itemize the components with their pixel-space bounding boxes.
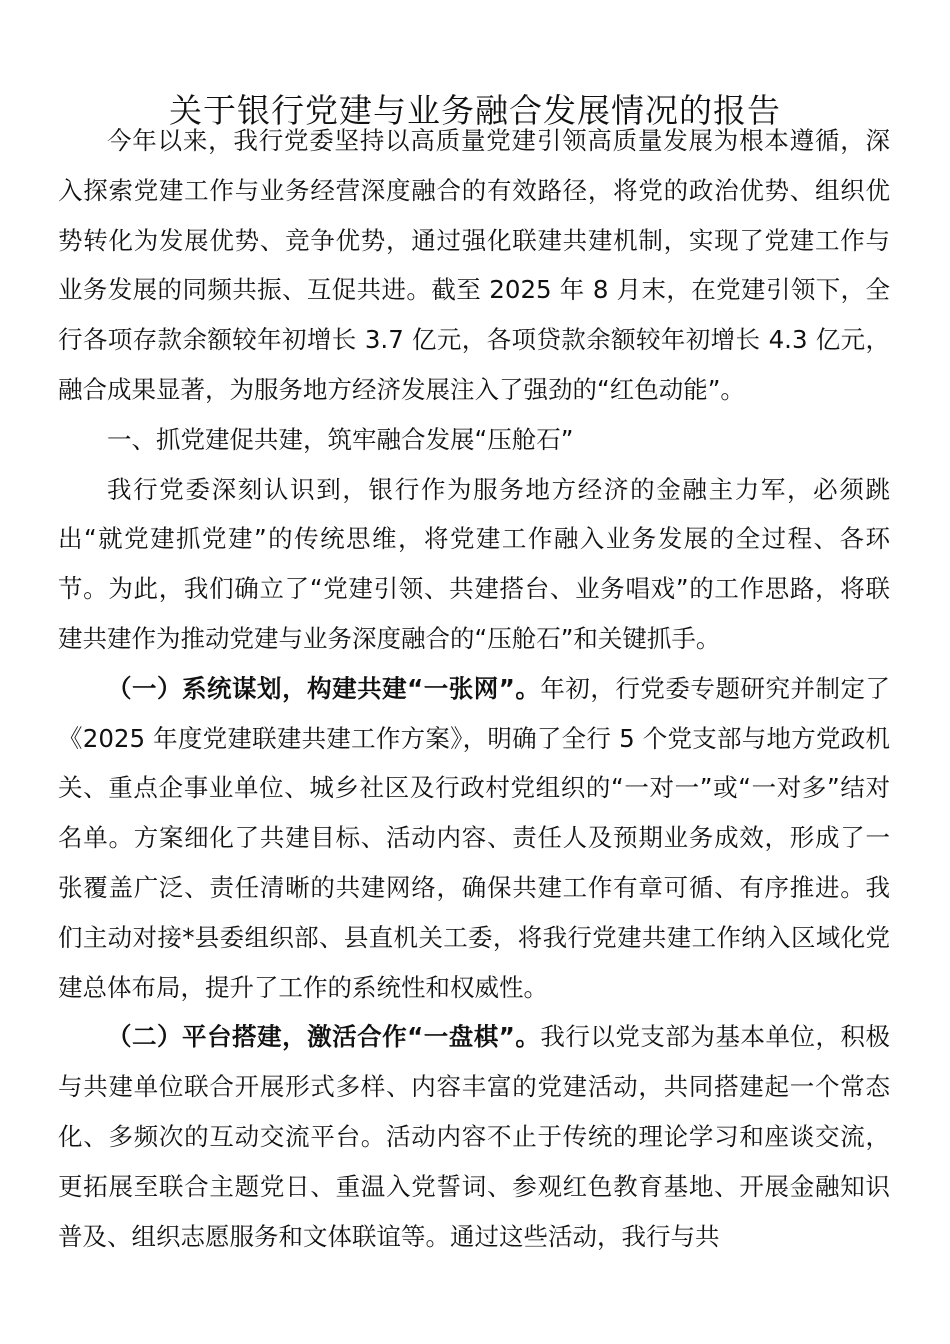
paragraph-text: 我行党委深刻认识到，银行作为服务地方经济的金融主力军，必须跳出“就党建抓党建”的传统思维，将党建工作融入业务发展的全过程、各环节。为此，我们确立了“党建引领、共建搭台、业务唱戏”的工作思路，将联建共建作为推动党建与业务深度融合的“压舱石”和关键抓手。 [58,474,890,653]
document-body [58,116,890,1261]
section-heading-text: 一、抓党建促共建，筑牢融合发展“压舱石” [107,424,574,454]
paragraph-subsection-2 [58,1012,890,1261]
paragraph-section-1 [58,465,890,664]
subsection-lead: （一）系统谋划，构建共建“一张网”。 [107,673,541,703]
paragraph-text: 我行以党支部为基本单位，积极与共建单位联合开展形式多样、内容丰富的党建活动，共同搭建起一个常态化、多频次的互动交流平台。活动内容不止于传统的理论学习和座谈交流，更拓展至联合主题党日、重温入党誓词、参观红色教育基地、开展金融知识普及、组织志愿服务和文体联谊等。通过这些活动，我行与共 [58,1022,890,1251]
paragraph-subsection-1 [58,664,890,1013]
paragraph-intro [58,116,890,415]
paragraph-text: 今年以来，我行党委坚持以高质量党建引领高质量发展为根本遵循，深入探索党建工作与业务经营深度融合的有效路径，将党的政治优势、组织优势转化为发展优势、竞争优势，通过强化联建共建机制，实现了党建工作与业务发展的同频共振、互促共进。截至 2025 年 8 月末，在党建引领下，全行各项存款余额较年初增长 3.7 亿元，各项贷款余额较年初增长 4.3 亿元，融合成果显著，为服务地方经济发展注入了强劲的“红色动能”。 [58,126,890,404]
subsection-lead: （二）平台搭建，激活合作“一盘棋”。 [107,1022,541,1052]
paragraph-text: 年初，行党委专题研究并制定了《2025 年度党建联建共建工作方案》，明确了全行 5 个党支部与地方党政机关、重点企事业单位、城乡社区及行政村党组织的“一对一”或“一对多”结对名单。方案细化了共建目标、活动内容、责任人及预期业务成效，形成了一张覆盖广泛、责任清晰的共建网络，确保共建工作有章可循、有序推进。我们主动对接*县委组织部、县直机关工委，将我行党建共建工作纳入区域化党建总体布局，提升了工作的系统性和权威性。 [58,673,890,1002]
section-heading-1 [58,415,890,465]
document-title: 关于银行党建与业务融合发展情况的报告 [169,91,781,131]
